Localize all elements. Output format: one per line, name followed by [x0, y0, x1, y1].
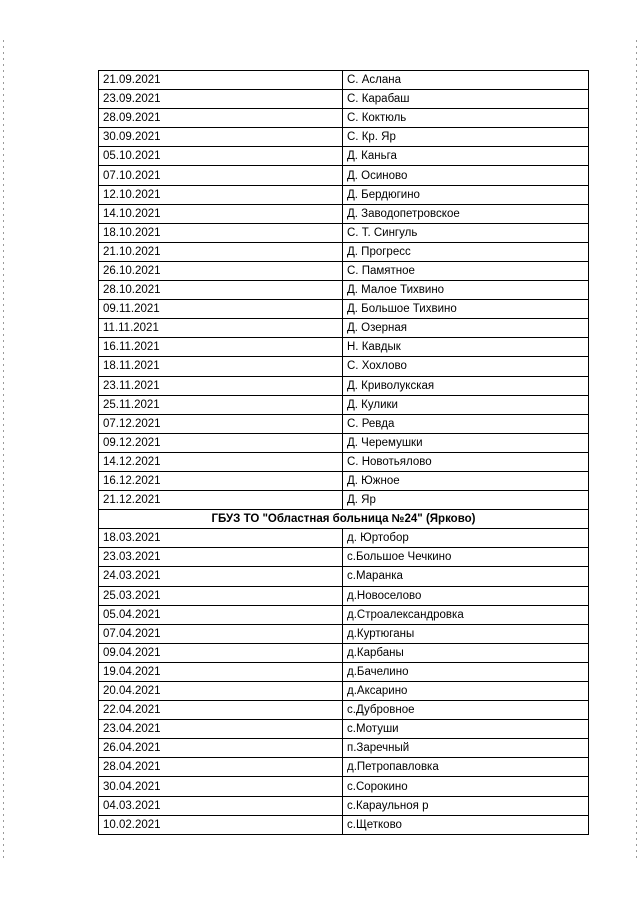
place-cell: д.Бачелино	[343, 662, 589, 681]
table-row	[99, 395, 589, 414]
date-cell: 30.04.2021	[99, 777, 343, 796]
table-row	[99, 662, 589, 681]
date-cell: 25.03.2021	[99, 586, 343, 605]
table-row	[99, 90, 589, 109]
place-cell: Д. Бердюгино	[343, 185, 589, 204]
table-row	[99, 796, 589, 815]
date-cell: 28.10.2021	[99, 281, 343, 300]
place-cell: с.Щетково	[343, 815, 589, 834]
place-cell: д.Куртюганы	[343, 624, 589, 643]
date-cell: 11.11.2021	[99, 319, 343, 338]
date-cell: 07.10.2021	[99, 166, 343, 185]
place-cell: Д. Южное	[343, 471, 589, 490]
table-row	[99, 166, 589, 185]
table-row	[99, 548, 589, 567]
date-cell: 23.03.2021	[99, 548, 343, 567]
date-cell: 21.09.2021	[99, 71, 343, 90]
table-row	[99, 567, 589, 586]
place-cell: С. Памятное	[343, 261, 589, 280]
date-cell: 22.04.2021	[99, 701, 343, 720]
table-row	[99, 777, 589, 796]
date-cell: 23.04.2021	[99, 720, 343, 739]
table-row	[99, 605, 589, 624]
date-cell: 18.11.2021	[99, 357, 343, 376]
schedule-part-2	[99, 529, 589, 835]
date-cell: 23.11.2021	[99, 376, 343, 395]
table-row	[99, 529, 589, 548]
table-row	[99, 204, 589, 223]
scan-edge-mark-left	[3, 40, 4, 860]
section-header: ГБУЗ ТО "Областная больница №24" (Ярково)	[99, 510, 589, 529]
table-row	[99, 414, 589, 433]
date-cell: 10.02.2021	[99, 815, 343, 834]
table-row	[99, 185, 589, 204]
place-cell: д.Петропавловка	[343, 758, 589, 777]
place-cell: д.Карбаны	[343, 643, 589, 662]
place-cell: С. Ревда	[343, 414, 589, 433]
table-row	[99, 491, 589, 510]
date-cell: 25.11.2021	[99, 395, 343, 414]
place-cell: Д. Кулики	[343, 395, 589, 414]
place-cell: С. Карабаш	[343, 90, 589, 109]
date-cell: 21.12.2021	[99, 491, 343, 510]
schedule-table	[98, 70, 589, 835]
section-header-row	[99, 510, 589, 529]
schedule-part-1	[99, 71, 589, 510]
table-row	[99, 720, 589, 739]
date-cell: 28.09.2021	[99, 109, 343, 128]
place-cell: д. Юртобор	[343, 529, 589, 548]
date-cell: 07.04.2021	[99, 624, 343, 643]
place-cell: Д. Каньга	[343, 147, 589, 166]
table-row	[99, 109, 589, 128]
date-cell: 18.03.2021	[99, 529, 343, 548]
date-cell: 12.10.2021	[99, 185, 343, 204]
date-cell: 07.12.2021	[99, 414, 343, 433]
place-cell: Н. Кавдык	[343, 338, 589, 357]
table-row	[99, 338, 589, 357]
table-row	[99, 147, 589, 166]
table-row	[99, 682, 589, 701]
date-cell: 18.10.2021	[99, 223, 343, 242]
date-cell: 16.11.2021	[99, 338, 343, 357]
place-cell: с.Сорокино	[343, 777, 589, 796]
table-row	[99, 261, 589, 280]
place-cell: Д. Большое Тихвино	[343, 300, 589, 319]
date-cell: 30.09.2021	[99, 128, 343, 147]
place-cell: Д. Прогресс	[343, 242, 589, 261]
date-cell: 09.11.2021	[99, 300, 343, 319]
date-cell: 24.03.2021	[99, 567, 343, 586]
place-cell: Д. Малое Тихвино	[343, 281, 589, 300]
place-cell: Д. Криволукская	[343, 376, 589, 395]
table-row	[99, 643, 589, 662]
place-cell: С. Аслана	[343, 71, 589, 90]
place-cell: с.Дубровное	[343, 701, 589, 720]
place-cell: Д. Осиново	[343, 166, 589, 185]
table-row	[99, 376, 589, 395]
date-cell: 14.12.2021	[99, 452, 343, 471]
place-cell: д.Новоселово	[343, 586, 589, 605]
place-cell: с.Маранка	[343, 567, 589, 586]
table-row	[99, 758, 589, 777]
table-row	[99, 300, 589, 319]
table-row	[99, 71, 589, 90]
table-row	[99, 433, 589, 452]
table-row	[99, 242, 589, 261]
table-row	[99, 319, 589, 338]
place-cell: д.Аксарино	[343, 682, 589, 701]
table-row	[99, 452, 589, 471]
place-cell: п.Заречный	[343, 739, 589, 758]
place-cell: Д. Черемушки	[343, 433, 589, 452]
place-cell: с.Большое Чечкино	[343, 548, 589, 567]
table-row	[99, 281, 589, 300]
table-row	[99, 624, 589, 643]
date-cell: 23.09.2021	[99, 90, 343, 109]
table-row	[99, 739, 589, 758]
date-cell: 09.04.2021	[99, 643, 343, 662]
date-cell: 19.04.2021	[99, 662, 343, 681]
scan-edge-mark-right	[636, 40, 637, 860]
place-cell: С. Коктюль	[343, 109, 589, 128]
date-cell: 05.10.2021	[99, 147, 343, 166]
table-row	[99, 701, 589, 720]
place-cell: д.Строалександровка	[343, 605, 589, 624]
date-cell: 26.10.2021	[99, 261, 343, 280]
place-cell: С. Кр. Яр	[343, 128, 589, 147]
date-cell: 09.12.2021	[99, 433, 343, 452]
date-cell: 28.04.2021	[99, 758, 343, 777]
date-cell: 14.10.2021	[99, 204, 343, 223]
place-cell: Д. Яр	[343, 491, 589, 510]
place-cell: С. Хохлово	[343, 357, 589, 376]
table-row	[99, 586, 589, 605]
place-cell: С. Т. Сингуль	[343, 223, 589, 242]
date-cell: 16.12.2021	[99, 471, 343, 490]
table-row	[99, 357, 589, 376]
table-row	[99, 815, 589, 834]
place-cell: С. Новотьялово	[343, 452, 589, 471]
date-cell: 05.04.2021	[99, 605, 343, 624]
date-cell: 21.10.2021	[99, 242, 343, 261]
schedule-section	[99, 510, 589, 529]
table-row	[99, 223, 589, 242]
place-cell: с.Караульноя р	[343, 796, 589, 815]
place-cell: Д. Озерная	[343, 319, 589, 338]
table-row	[99, 471, 589, 490]
date-cell: 04.03.2021	[99, 796, 343, 815]
table-row	[99, 128, 589, 147]
place-cell: с.Мотуши	[343, 720, 589, 739]
date-cell: 26.04.2021	[99, 739, 343, 758]
place-cell: Д. Заводопетровское	[343, 204, 589, 223]
date-cell: 20.04.2021	[99, 682, 343, 701]
